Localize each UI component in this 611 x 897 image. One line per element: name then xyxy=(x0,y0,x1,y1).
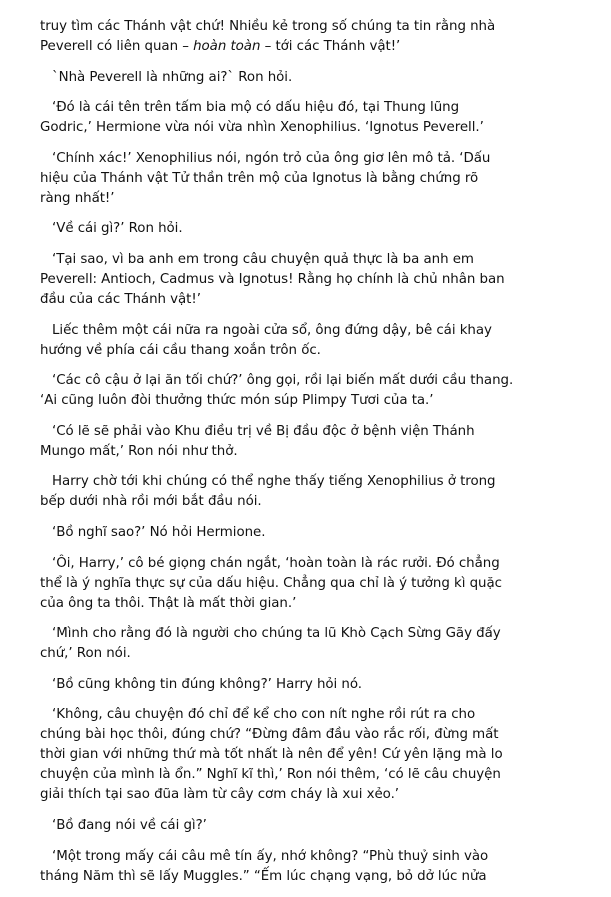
text-line: ‘Không, câu chuyện đó chỉ để kể cho con nít nghe rồi rút ra cho xyxy=(52,707,476,723)
text-line: ‘Về cái gì?’ Ron hỏi. xyxy=(52,221,183,237)
text-line: thể là ý nghĩa thực sự của dấu hiệu. Chẳng qua chỉ là ý tưởng kì quặc xyxy=(40,575,502,591)
text-line: Godric,’ Hermione vừa nói vừa nhìn Xenophilius. ‘Ignotus Peverell.’ xyxy=(40,120,484,136)
text-line: ‘Ai cũng luôn đòi thưởng thức món súp Plimpy Tươi của ta.’ xyxy=(40,393,434,409)
text-line: `Nhà Peverell là những ai?` Ron hỏi. xyxy=(52,69,293,85)
paragraph xyxy=(40,675,600,695)
text-line: ‘Tại sao, vì ba anh em trong câu chuyện quả thực là ba anh em xyxy=(52,251,474,267)
text-line: ‘Ôi, Harry,’ cô bé giọng chán ngắt, ‘hoàn toàn là rác rưởi. Đó chẳng xyxy=(52,555,500,571)
text-line: ‘Bồ nghĩ sao?’ Nó hỏi Hermione. xyxy=(52,524,266,540)
text-line: hiệu của Thánh vật Tử thần trên mộ của Ignotus là bằng chứng rõ xyxy=(40,170,479,186)
text-line: của ông ta thôi. Thật là mất thời gian.’ xyxy=(40,595,297,611)
text-line: ‘Bồ cũng không tin đúng không?’ Harry hỏi nó. xyxy=(52,676,362,692)
text-line: Peverell: Antioch, Cadmus và Ignotus! Rằng họ chính là chủ nhân ban xyxy=(40,271,505,287)
paragraph xyxy=(40,705,600,805)
text-line: ‘Một trong mấy cái câu mê tín ấy, nhớ không? “Phù thuỷ sinh vào xyxy=(52,848,489,864)
paragraph xyxy=(40,371,600,411)
document-page xyxy=(40,17,600,897)
text-line: ‘Các cô cậu ở lại ăn tối chứ?’ ông gọi, rồi lại biến mất dưới cầu thang. xyxy=(52,373,514,389)
text-line: ‘Bồ đang nói về cái gì?’ xyxy=(52,817,207,833)
paragraph xyxy=(40,250,600,310)
text-line: ‘Đó là cái tên trên tấm bia mộ có dấu hiệu đó, tại Thung lũng xyxy=(52,100,460,116)
paragraph xyxy=(40,17,600,57)
text-line: hướng về phía cái cầu thang xoắn trôn ốc. xyxy=(40,342,321,358)
text-line: ‘Chính xác!’ Xenophilius nói, ngón trỏ của ông giơ lên mô tả. ‘Dấu xyxy=(52,150,491,166)
text-segment: Peverell có liên quan – xyxy=(40,39,194,54)
text-line: Harry chờ tới khi chúng có thể nghe thấy tiếng Xenophilius ở trong xyxy=(52,474,496,490)
text-segment: – tới các Thánh vật!’ xyxy=(260,39,401,54)
text-line: đầu của các Thánh vật!’ xyxy=(40,291,201,307)
paragraph xyxy=(40,321,600,361)
paragraph xyxy=(40,472,600,512)
paragraph xyxy=(40,219,600,239)
text-line xyxy=(40,37,600,57)
text-line: chúng bài học thôi, đúng chứ? “Đừng đâm đầu vào rắc rối, đừng mất xyxy=(40,727,499,743)
text-line: ràng nhất!’ xyxy=(40,190,115,206)
paragraph xyxy=(40,847,600,887)
paragraph xyxy=(40,554,600,614)
text-line: chứ,’ Ron nói. xyxy=(40,646,131,662)
paragraph xyxy=(40,68,600,88)
paragraph xyxy=(40,422,600,462)
text-line: ‘Có lẽ sẽ phải vào Khu điều trị về Bị đầu độc ở bệnh viện Thánh xyxy=(52,423,475,439)
paragraph xyxy=(40,624,600,664)
text-line: tháng Năm thì sẽ lấy Muggles.” “Ếm lúc chạng vạng, bỏ dở lúc nửa xyxy=(40,868,487,884)
text-line: thời gian với những thứ mà tốt nhất là nên để yên! Cứ yên lặng mà lo xyxy=(40,747,503,763)
text-line: truy tìm các Thánh vật chứ! Nhiều kẻ trong số chúng ta tin rằng nhà xyxy=(40,19,496,34)
text-line: chuyện của mình là ổn.” Nghĩ kĩ thì,’ Ron nói thêm, ‘có lẽ câu chuyện xyxy=(40,767,501,783)
paragraph xyxy=(40,149,600,209)
text-line: ‘Mình cho rằng đó là người cho chúng ta lũ Khò Cạch Sừng Gãy đấy xyxy=(52,626,501,642)
text-line: Liếc thêm một cái nữa ra ngoài cửa sổ, ông đứng dậy, bê cái khay xyxy=(52,322,492,338)
text-line: Mungo mất,’ Ron nói như thở. xyxy=(40,443,238,459)
paragraph xyxy=(40,816,600,836)
paragraph xyxy=(40,523,600,543)
paragraph xyxy=(40,98,600,138)
italic-emphasis: hoàn toàn xyxy=(193,39,261,54)
text-line: bếp dưới nhà rồi mới bắt đầu nói. xyxy=(40,494,262,510)
text-line: giải thích tại sao đũa làm từ cây cơm cháy là xui xẻo.’ xyxy=(40,787,399,803)
